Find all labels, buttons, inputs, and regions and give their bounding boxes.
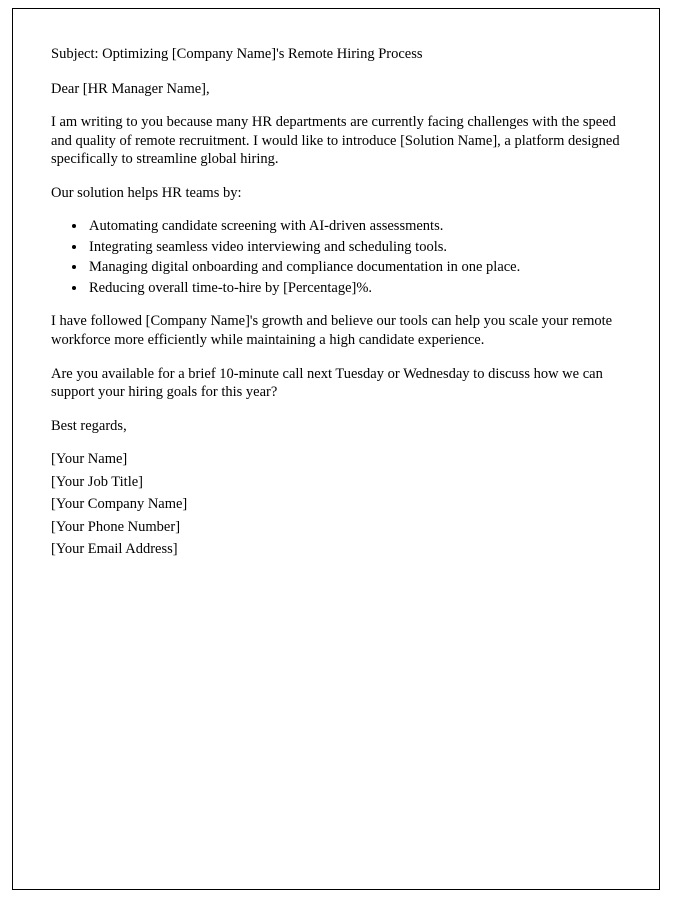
followup-paragraph: I have followed [Company Name]'s growth and believe our tools can help you scale your remote workforce more efficiently while maintaining a high candidate experience.	[51, 313, 613, 349]
benefit-item: • Reducing overall time-to-hire by [Percentage]%.	[87, 279, 621, 298]
signature-job-title: [Your Job Title]	[51, 473, 144, 490]
intro-paragraph: I am writing to you because many HR departments are currently facing challenges with the speed and quality of remote recruitment. I would like to introduce [Solution Name], a platform designed specifically to streamline global hiring.	[51, 114, 620, 168]
benefit-item: • Automating candidate screening with AI-driven assessments.	[87, 217, 621, 236]
subject-line: Subject: Optimizing [Company Name]'s Remote Hiring Process	[51, 46, 423, 62]
letter-page	[12, 8, 660, 890]
signature-phone-number: [Your Phone Number]	[51, 518, 181, 535]
signature-email-address: [Your Email Address]	[51, 541, 178, 558]
signature-name: [Your Name]	[51, 451, 128, 468]
benefit-item: • Managing digital onboarding and compliance documentation in one place.	[87, 258, 621, 277]
signature-company-name: [Your Company Name]	[51, 496, 188, 513]
salutation: Dear [HR Manager Name],	[51, 80, 210, 97]
list-intro: Our solution helps HR teams by:	[51, 184, 242, 201]
call-to-action-paragraph: Are you available for a brief 10-minute call next Tuesday or Wednesday to discuss how we can support your hiring goals for this year?	[51, 365, 603, 401]
benefit-item: • Integrating seamless video interviewing and scheduling tools.	[87, 238, 621, 257]
benefits-list	[51, 217, 621, 297]
closing-line: Best regards,	[51, 417, 127, 434]
signature-block	[51, 450, 621, 559]
